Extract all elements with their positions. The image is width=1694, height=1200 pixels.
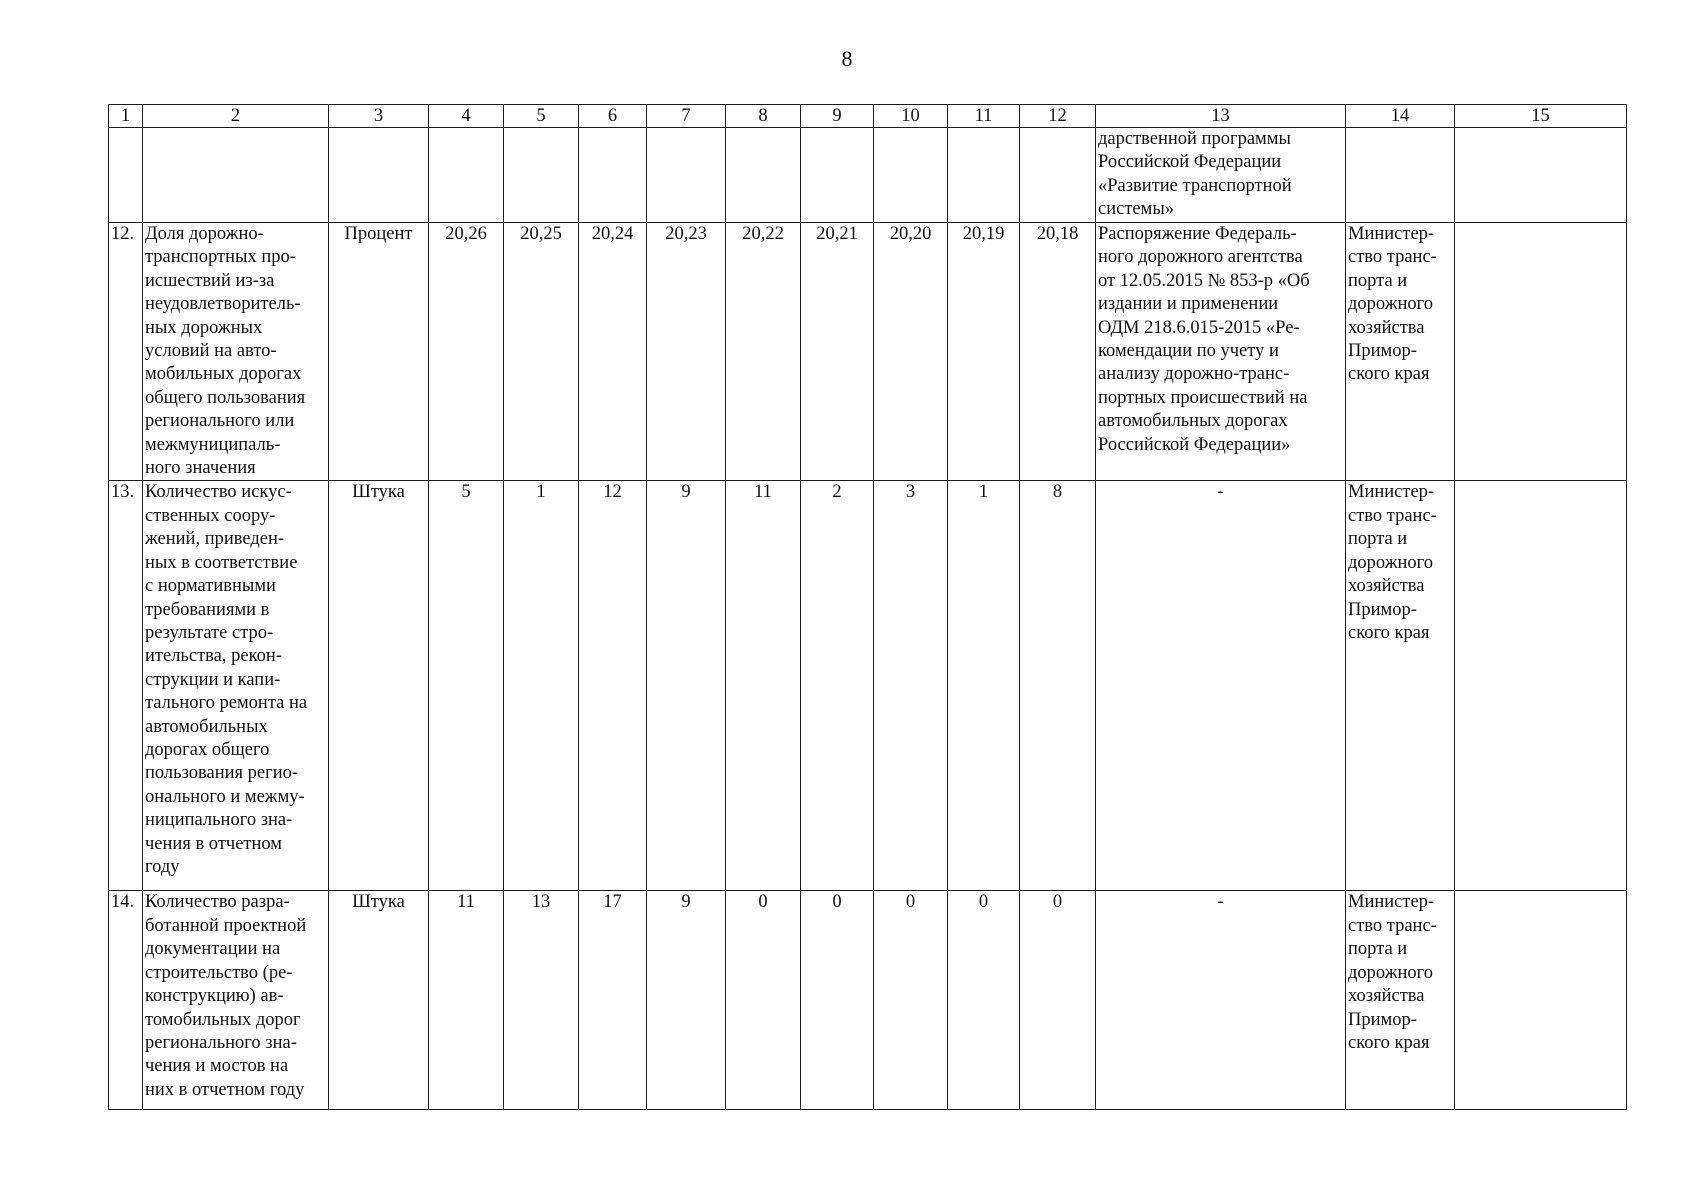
column-number: 14 — [1346, 105, 1455, 128]
responsible-cell: Министер- ство транс- порта и дорожного хозяйства Примор- ского края — [1346, 481, 1455, 891]
value-cell: 8 — [1020, 481, 1096, 891]
table-cell — [504, 128, 579, 223]
table-cell — [647, 128, 726, 223]
column-number: 12 — [1020, 105, 1096, 128]
value-cell: 9 — [647, 481, 726, 891]
column-number: 6 — [579, 105, 647, 128]
table-cell — [109, 128, 143, 223]
row-index: 12. — [109, 223, 143, 481]
indicator-name: Количество искус- ственных соору- жений, приведен- ных в соответствие с нормативными требованиями в результате стро- ительства, рекон- струкции и капи- тального ремонта на автомобильных дорогах общего пользования регио- онального и межму- ниципального зна- чения в отчетном году — [143, 481, 329, 891]
column-number: 10 — [874, 105, 948, 128]
document-reference-cell: - — [1096, 891, 1346, 1110]
page-number: 8 — [841, 46, 853, 71]
table-cell — [429, 128, 504, 223]
indicator-name: Количество разра- ботанной проектной документации на строительство (ре- конструкцию) ав- томобильных дорог регионального зна- чения и мостов на них в отчетном году — [143, 891, 329, 1110]
column-number: 4 — [429, 105, 504, 128]
value-cell: 20,24 — [579, 223, 647, 481]
value-cell: 11 — [429, 891, 504, 1110]
table-row-continuation — [109, 128, 1627, 223]
value-cell: 9 — [647, 891, 726, 1110]
table-cell — [801, 128, 874, 223]
table-row — [109, 223, 1627, 481]
value-cell: 5 — [429, 481, 504, 891]
table-cell — [329, 128, 429, 223]
value-cell: 17 — [579, 891, 647, 1110]
document-reference-cell: - — [1096, 481, 1346, 891]
value-cell: 20,23 — [647, 223, 726, 481]
column-15-cell — [1455, 891, 1627, 1110]
row-index: 14. — [109, 891, 143, 1110]
value-cell: 20,21 — [801, 223, 874, 481]
value-cell: 20,26 — [429, 223, 504, 481]
value-cell: 20,18 — [1020, 223, 1096, 481]
column-number: 2 — [143, 105, 329, 128]
table-cell — [874, 128, 948, 223]
value-cell: 0 — [726, 891, 801, 1110]
table-row — [109, 481, 1627, 891]
row-index: 13. — [109, 481, 143, 891]
responsible-cell: Министер- ство транс- порта и дорожного хозяйства Примор- ского края — [1346, 891, 1455, 1110]
table-row — [109, 891, 1627, 1110]
value-cell: 20,22 — [726, 223, 801, 481]
column-numbers-row — [109, 105, 1627, 128]
value-cell: 0 — [874, 891, 948, 1110]
unit-cell: Штука — [329, 891, 429, 1110]
column-number: 1 — [109, 105, 143, 128]
column-number: 11 — [948, 105, 1020, 128]
table-cell — [1455, 128, 1627, 223]
table-cell — [948, 128, 1020, 223]
column-15-cell — [1455, 223, 1627, 481]
value-cell: 0 — [801, 891, 874, 1110]
value-cell: 13 — [504, 891, 579, 1110]
indicator-name: Доля дорожно- транспортных про- исшествий из-за неудовлетворитель- ных дорожных условий на авто- мобильных дорогах общего пользования регионального или межмуниципаль- ного значения — [143, 223, 329, 481]
unit-cell: Процент — [329, 223, 429, 481]
table-cell — [1020, 128, 1096, 223]
value-cell: 3 — [874, 481, 948, 891]
unit-cell: Штука — [329, 481, 429, 891]
value-cell: 11 — [726, 481, 801, 891]
column-number: 8 — [726, 105, 801, 128]
value-cell: 1 — [948, 481, 1020, 891]
indicators-table — [108, 104, 1627, 1110]
table-cell — [143, 128, 329, 223]
column-number: 7 — [647, 105, 726, 128]
value-cell: 20,25 — [504, 223, 579, 481]
value-cell: 20,19 — [948, 223, 1020, 481]
column-number: 5 — [504, 105, 579, 128]
column-number: 3 — [329, 105, 429, 128]
value-cell: 20,20 — [874, 223, 948, 481]
value-cell: 2 — [801, 481, 874, 891]
table-cell — [726, 128, 801, 223]
table-cell — [579, 128, 647, 223]
column-number: 9 — [801, 105, 874, 128]
table-cell — [1346, 128, 1455, 223]
document-reference-cell: дарственной программы Российской Федерации «Развитие транспортной системы» — [1096, 128, 1346, 223]
column-15-cell — [1455, 481, 1627, 891]
value-cell: 0 — [948, 891, 1020, 1110]
column-number: 15 — [1455, 105, 1627, 128]
column-number: 13 — [1096, 105, 1346, 128]
value-cell: 12 — [579, 481, 647, 891]
value-cell: 1 — [504, 481, 579, 891]
document-reference-cell: Распоряжение Федераль- ного дорожного агентства от 12.05.2015 № 853-р «Об издании и применении ОДМ 218.6.015-2015 «Ре- комендации по учету и анализу дорожно-транс- портных происшествий на автомобильных дорогах Российской Федерации» — [1096, 223, 1346, 481]
value-cell: 0 — [1020, 891, 1096, 1110]
responsible-cell: Министер- ство транс- порта и дорожного хозяйства Примор- ского края — [1346, 223, 1455, 481]
